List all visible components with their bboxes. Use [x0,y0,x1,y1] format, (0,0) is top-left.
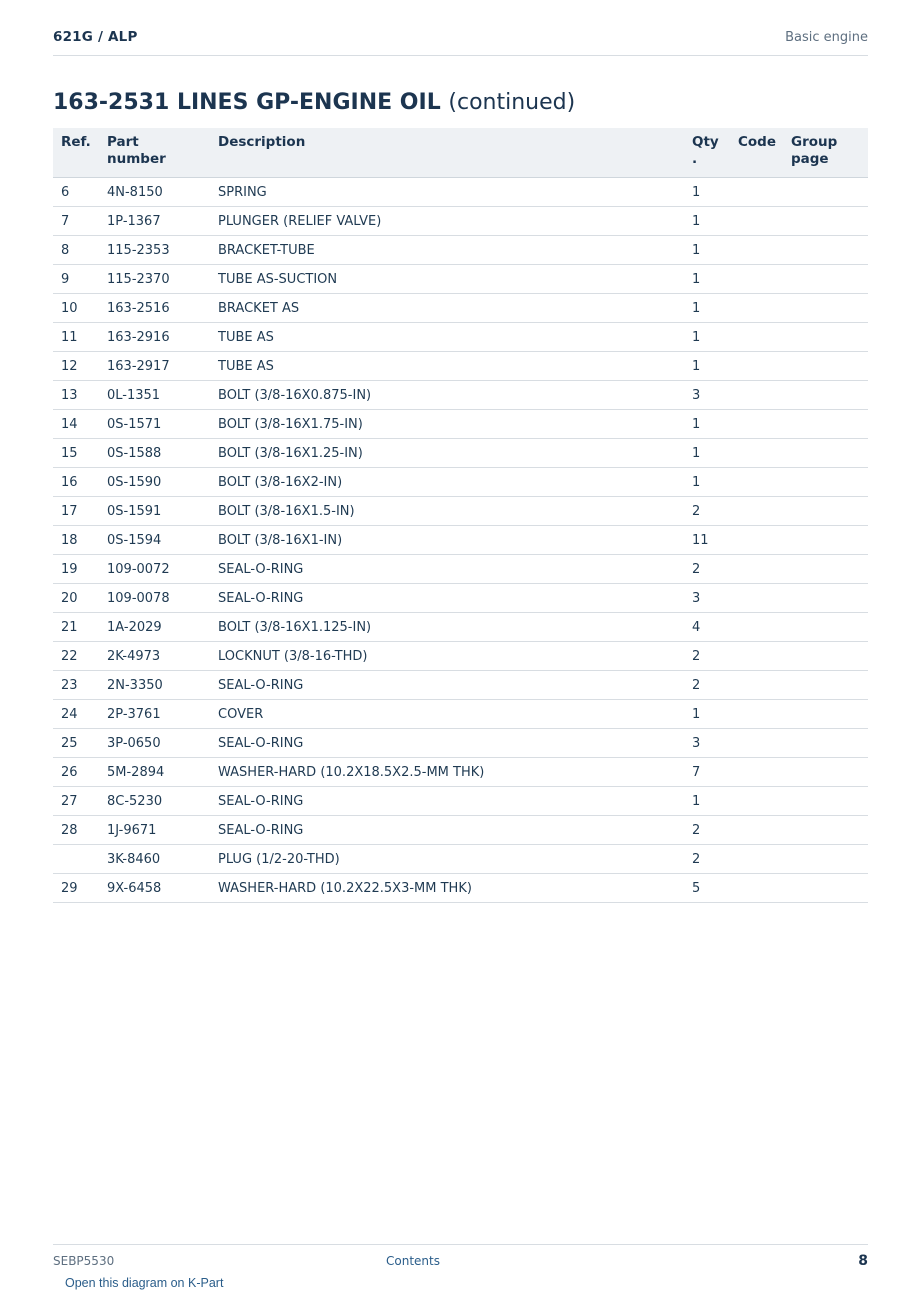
part-number-cell: 9X-6458 [99,873,210,902]
code-cell [730,844,783,873]
qty-cell: 2 [684,815,730,844]
description-cell: LOCKNUT (3/8-16-THD) [210,641,684,670]
group-page-cell [783,786,868,815]
ref-cell: 6 [53,177,99,206]
qty-cell: 11 [684,525,730,554]
ref-cell: 22 [53,641,99,670]
qty-cell: 1 [684,206,730,235]
code-cell [730,177,783,206]
ref-cell: 10 [53,293,99,322]
code-cell [730,525,783,554]
ref-cell: 25 [53,728,99,757]
ref-cell: 20 [53,583,99,612]
description-cell: WASHER-HARD (10.2X22.5X3-MM THK) [210,873,684,902]
ref-cell: 8 [53,235,99,264]
group-page-cell [783,554,868,583]
ref-cell: 23 [53,670,99,699]
table-row [53,380,868,409]
group-page-cell [783,699,868,728]
ref-cell: 13 [53,380,99,409]
code-cell [730,438,783,467]
table-row [53,206,868,235]
description-cell: SPRING [210,177,684,206]
part-number-cell: 115-2353 [99,235,210,264]
group-page-cell [783,351,868,380]
part-number-cell: 163-2916 [99,322,210,351]
qty-cell: 2 [684,670,730,699]
group-page-cell [783,670,868,699]
group-page-cell [783,322,868,351]
qty-cell: 1 [684,467,730,496]
table-header-row [53,128,868,177]
part-number-cell: 0S-1571 [99,409,210,438]
part-number-cell: 1J-9671 [99,815,210,844]
group-page-cell [783,815,868,844]
column-header-qty: Qty . [684,128,730,177]
table-row [53,496,868,525]
table-row [53,322,868,351]
parts-table [53,128,868,903]
part-number-cell: 163-2917 [99,351,210,380]
description-cell: BOLT (3/8-16X1.125-IN) [210,612,684,641]
table-row [53,409,868,438]
part-number-cell: 109-0078 [99,583,210,612]
group-page-cell [783,583,868,612]
description-cell: SEAL-O-RING [210,583,684,612]
description-cell: PLUG (1/2-20-THD) [210,844,684,873]
group-page-cell [783,496,868,525]
qty-cell: 2 [684,496,730,525]
table-row [53,786,868,815]
description-cell: WASHER-HARD (10.2X18.5X2.5-MM THK) [210,757,684,786]
group-page-cell [783,728,868,757]
code-cell [730,467,783,496]
document-id: SEBP5530 [53,1254,115,1268]
qty-cell: 1 [684,409,730,438]
qty-cell: 1 [684,293,730,322]
ref-cell: 28 [53,815,99,844]
code-cell [730,583,783,612]
code-cell [730,293,783,322]
description-cell: BOLT (3/8-16X0.875-IN) [210,380,684,409]
part-number-cell: 2K-4973 [99,641,210,670]
group-page-cell [783,438,868,467]
code-cell [730,264,783,293]
description-cell: TUBE AS-SUCTION [210,264,684,293]
ref-cell: 7 [53,206,99,235]
ref-cell: 24 [53,699,99,728]
table-row [53,815,868,844]
part-number-cell: 3P-0650 [99,728,210,757]
part-number-cell: 1P-1367 [99,206,210,235]
part-number-cell: 109-0072 [99,554,210,583]
code-cell [730,206,783,235]
description-cell: TUBE AS [210,351,684,380]
group-page-cell [783,525,868,554]
group-page-cell [783,467,868,496]
column-header-part-number: Part number [99,128,210,177]
code-cell [730,699,783,728]
contents-link[interactable]: Contents [386,1254,440,1268]
description-cell: SEAL-O-RING [210,815,684,844]
table-row [53,554,868,583]
group-page-cell [783,873,868,902]
table-row [53,351,868,380]
qty-cell: 3 [684,583,730,612]
qty-cell: 1 [684,351,730,380]
part-number-cell: 0S-1588 [99,438,210,467]
section-label: Basic engine [785,30,868,45]
column-header-group-page: Group page [783,128,868,177]
table-row [53,757,868,786]
model-label: 621G / ALP [53,29,138,45]
qty-cell: 1 [684,438,730,467]
table-row [53,525,868,554]
code-cell [730,641,783,670]
code-cell [730,873,783,902]
qty-cell: 2 [684,844,730,873]
group-page-cell [783,293,868,322]
group-title: 163-2531 LINES GP-ENGINE OIL [53,90,441,115]
qty-cell: 1 [684,699,730,728]
table-row [53,264,868,293]
ref-cell: 29 [53,873,99,902]
description-cell: BOLT (3/8-16X1.25-IN) [210,438,684,467]
ref-cell: 18 [53,525,99,554]
description-cell: BOLT (3/8-16X1.5-IN) [210,496,684,525]
group-page-cell [783,612,868,641]
description-cell: BRACKET AS [210,293,684,322]
part-number-cell: 115-2370 [99,264,210,293]
group-page-cell [783,757,868,786]
part-number-cell: 0S-1590 [99,467,210,496]
description-cell: SEAL-O-RING [210,728,684,757]
table-row [53,467,868,496]
code-cell [730,786,783,815]
description-cell: BRACKET-TUBE [210,235,684,264]
ref-cell: 26 [53,757,99,786]
table-row [53,873,868,902]
description-cell: BOLT (3/8-16X2-IN) [210,467,684,496]
qty-cell: 7 [684,757,730,786]
qty-cell: 4 [684,612,730,641]
description-cell: SEAL-O-RING [210,554,684,583]
part-number-cell: 3K-8460 [99,844,210,873]
group-page-cell [783,844,868,873]
description-cell: SEAL-O-RING [210,786,684,815]
part-number-cell: 2P-3761 [99,699,210,728]
part-number-cell: 163-2516 [99,293,210,322]
qty-cell: 1 [684,177,730,206]
description-cell: BOLT (3/8-16X1-IN) [210,525,684,554]
ref-cell: 14 [53,409,99,438]
page-title [53,90,575,115]
open-kpart-link[interactable]: Open this diagram on K-Part [65,1276,224,1290]
code-cell [730,728,783,757]
code-cell [730,670,783,699]
table-row [53,641,868,670]
column-header-code: Code [730,128,783,177]
page-header [53,26,868,56]
code-cell [730,496,783,525]
part-number-cell: 8C-5230 [99,786,210,815]
qty-cell: 1 [684,322,730,351]
page-number: 8 [858,1253,868,1269]
ref-cell: 16 [53,467,99,496]
table-row [53,438,868,467]
group-page-cell [783,409,868,438]
continued-label: (continued) [448,90,576,115]
code-cell [730,757,783,786]
part-number-cell: 5M-2894 [99,757,210,786]
part-number-cell: 0S-1591 [99,496,210,525]
qty-cell: 2 [684,641,730,670]
group-page-cell [783,206,868,235]
ref-cell: 11 [53,322,99,351]
ref-cell: 15 [53,438,99,467]
table-row [53,670,868,699]
column-header-ref: Ref. [53,128,99,177]
table-row [53,844,868,873]
code-cell [730,322,783,351]
part-number-cell: 4N-8150 [99,177,210,206]
description-cell: TUBE AS [210,322,684,351]
description-cell: PLUNGER (RELIEF VALVE) [210,206,684,235]
part-number-cell: 0S-1594 [99,525,210,554]
group-page-cell [783,380,868,409]
qty-cell: 3 [684,728,730,757]
qty-cell: 5 [684,873,730,902]
qty-cell: 1 [684,786,730,815]
ref-cell: 19 [53,554,99,583]
table-row [53,293,868,322]
group-page-cell [783,264,868,293]
table-row [53,583,868,612]
table-row [53,728,868,757]
code-cell [730,554,783,583]
description-cell: SEAL-O-RING [210,670,684,699]
table-row [53,177,868,206]
code-cell [730,815,783,844]
ref-cell: 12 [53,351,99,380]
column-header-description: Description [210,128,684,177]
code-cell [730,235,783,264]
code-cell [730,380,783,409]
description-cell: COVER [210,699,684,728]
table-row [53,612,868,641]
part-number-cell: 0L-1351 [99,380,210,409]
ref-cell: 17 [53,496,99,525]
part-number-cell: 2N-3350 [99,670,210,699]
qty-cell: 2 [684,554,730,583]
page-footer [53,1244,868,1274]
qty-cell: 1 [684,264,730,293]
group-page-cell [783,235,868,264]
table-row [53,699,868,728]
description-cell: BOLT (3/8-16X1.75-IN) [210,409,684,438]
group-page-cell [783,177,868,206]
ref-cell: 21 [53,612,99,641]
code-cell [730,612,783,641]
group-page-cell [783,641,868,670]
part-number-cell: 1A-2029 [99,612,210,641]
ref-cell [53,844,99,873]
qty-cell: 3 [684,380,730,409]
parts-table-body [53,177,868,902]
code-cell [730,351,783,380]
code-cell [730,409,783,438]
qty-cell: 1 [684,235,730,264]
table-row [53,235,868,264]
ref-cell: 9 [53,264,99,293]
ref-cell: 27 [53,786,99,815]
